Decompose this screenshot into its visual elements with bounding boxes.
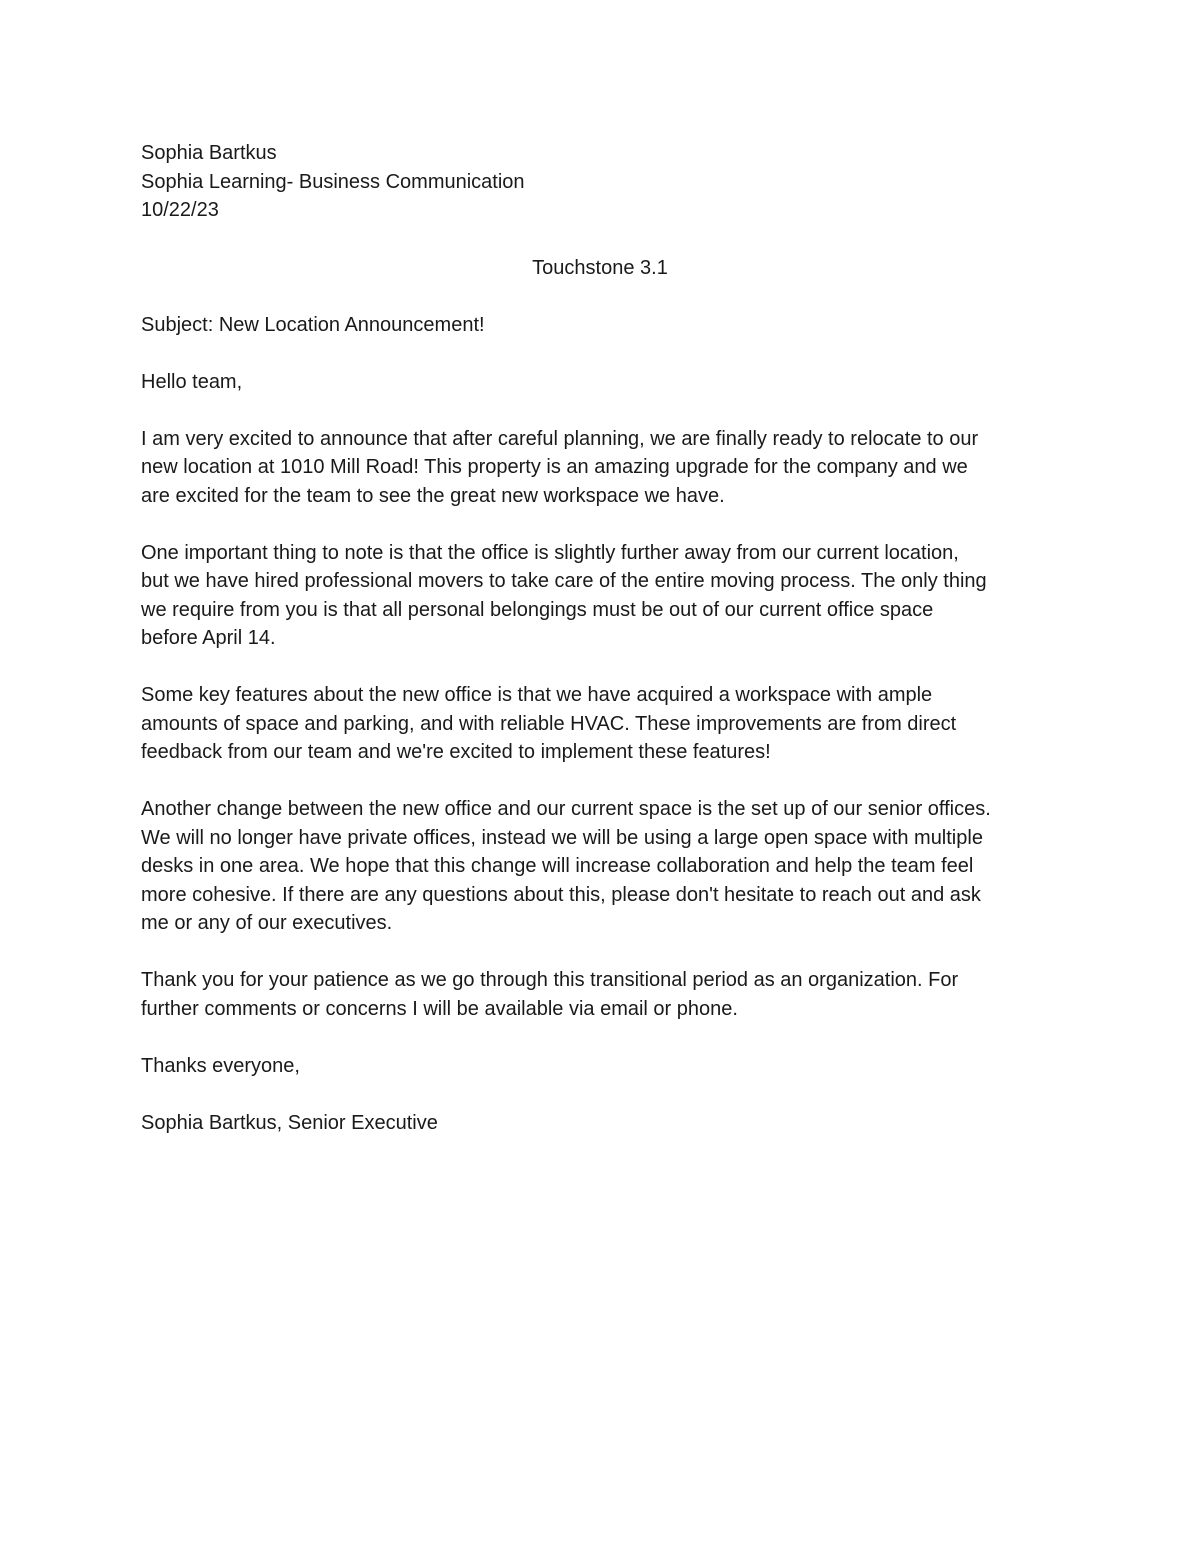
greeting-text: Hello team, <box>141 370 243 393</box>
course-name: Sophia Learning- Business Communication <box>141 170 525 193</box>
paragraph-line: me or any of our executives. <box>141 912 393 934</box>
paragraph-line: but we have hired professional movers to take care of the entire moving process. The only thing <box>141 570 987 592</box>
author-name: Sophia Bartkus <box>141 142 277 164</box>
paragraph-line: new location at 1010 Mill Road! This property is an amazing upgrade for the company and we <box>141 456 968 478</box>
paragraph-line: desks in one area. We hope that this change will increase collaboration and help the team feel <box>141 855 974 877</box>
greeting <box>141 368 1071 397</box>
closing <box>141 1052 1071 1081</box>
letter-header <box>141 139 1071 225</box>
document-title: Touchstone 3.1 <box>532 256 668 279</box>
paragraph-announcement <box>141 425 1071 511</box>
subject-line <box>141 311 1071 340</box>
paragraph-line: Thank you for your patience as we go through this transitional period as an organization. For <box>141 969 959 991</box>
paragraph-office-change <box>141 795 1071 938</box>
paragraph-line: we require from you is that all personal belongings must be out of our current office space <box>141 598 934 621</box>
paragraph-line: more cohesive. If there are any questions about this, please don't hesitate to reach out and ask <box>141 883 981 906</box>
closing-text: Thanks everyone, <box>141 1054 300 1077</box>
paragraph-line: further comments or concerns I will be available via email or phone. <box>141 997 738 1020</box>
paragraph-line: are excited for the team to see the great new workspace we have. <box>141 484 725 507</box>
paragraph-moving-note <box>141 539 1071 653</box>
document-date: 10/22/23 <box>141 199 219 221</box>
paragraph-line: Some key features about the new office is that we have acquired a workspace with ample <box>141 684 933 706</box>
paragraph-thank-you <box>141 966 1071 1023</box>
paragraph-line: before April 14. <box>141 627 276 649</box>
paragraph-line: amounts of space and parking, and with reliable HVAC. These improvements are from direct <box>141 712 957 735</box>
paragraph-key-features <box>141 681 1071 767</box>
paragraph-line: Another change between the new office and our current space is the set up of our senior offices. <box>141 798 991 820</box>
signature <box>141 1109 1071 1138</box>
paragraph-line: feedback from our team and we're excited to implement these features! <box>141 741 771 763</box>
paragraph-line: One important thing to note is that the office is slightly further away from our current location, <box>141 541 959 564</box>
document-body <box>141 139 1071 1137</box>
paragraph-line: I am very excited to announce that after careful planning, we are finally ready to relocate to our <box>141 427 979 450</box>
subject-text: Subject: New Location Announcement! <box>141 313 485 336</box>
signature-text: Sophia Bartkus, Senior Executive <box>141 1111 438 1134</box>
paragraph-line: We will no longer have private offices, instead we will be using a large open space with multiple <box>141 826 983 849</box>
